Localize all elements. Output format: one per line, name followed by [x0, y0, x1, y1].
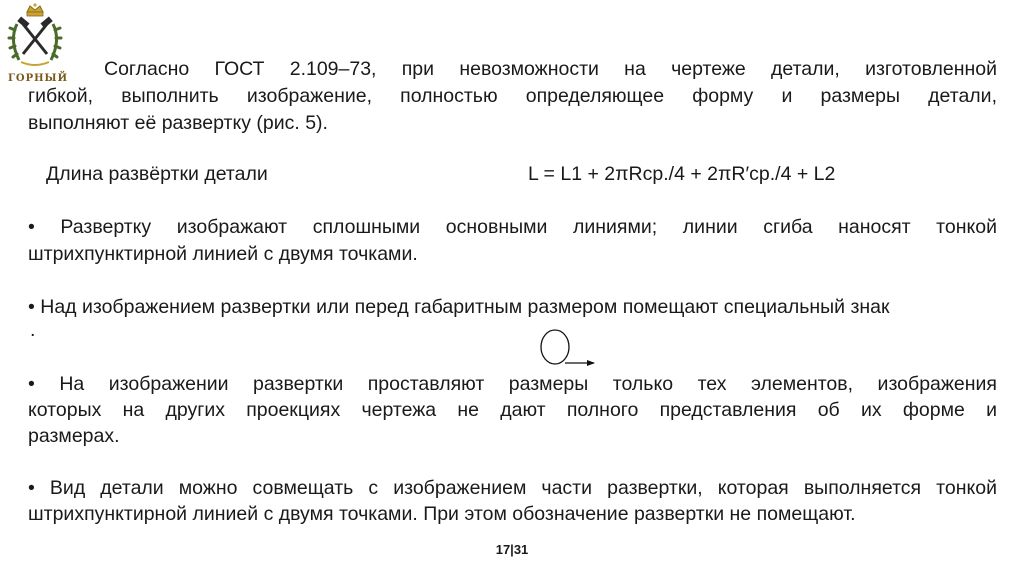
- bullet-text: Над изображением развертки или перед габаритным размером помещают специальный знак: [40, 296, 890, 318]
- formula-label: Длина развёртки детали: [46, 163, 268, 185]
- bullet-line: которых на других проекциях чертежа не дают полного представления об их форме и: [28, 399, 997, 421]
- crest-emblem-icon: [3, 2, 67, 74]
- page-number: 17|31: [495, 542, 529, 557]
- bullet-text: Развертку изображают сплошными основными линиями; линии сгиба наносят тонкой: [60, 216, 997, 238]
- bullet-line: [28, 372, 997, 397]
- bullet-line: размерах.: [28, 425, 120, 447]
- paragraph-line: выполняют её развертку (рис. 5).: [28, 112, 328, 134]
- formula-expression: L = L1 + 2πRср./4 + 2πR′ср./4 + L2: [528, 163, 836, 185]
- bullet-text: Вид детали можно совмещать с изображением части развертки, которая выполняется тонкой: [49, 477, 997, 499]
- bullet-line: [28, 295, 890, 320]
- university-logo: [3, 2, 67, 88]
- logo-label: ГОРНЫЙ: [7, 73, 69, 84]
- bullet-line: штрихпунктирной линией с двумя точками. При этом обозначение развертки не помещают.: [28, 503, 856, 525]
- bullet-line: [28, 215, 997, 240]
- bullet-marker: •: [28, 373, 35, 395]
- bullet-marker: •: [28, 296, 35, 318]
- bullet-line: штрихпунктирной линией с двумя точками.: [28, 243, 418, 265]
- paragraph-line: Согласно ГОСТ 2.109–73, при невозможности на чертеже детали, изготовленной: [104, 58, 997, 80]
- unfolding-sign-icon: [538, 326, 600, 372]
- bullet-text: На изображении развертки проставляют размеры только тех элементов, изображения: [59, 373, 997, 395]
- paragraph-line: гибкой, выполнить изображение, полностью определяющее форму и размеры детали,: [28, 85, 997, 107]
- bullet-marker: •: [28, 216, 35, 238]
- bullet-line: [28, 476, 997, 501]
- bullet-line: .: [30, 319, 36, 341]
- bullet-marker: •: [28, 477, 35, 499]
